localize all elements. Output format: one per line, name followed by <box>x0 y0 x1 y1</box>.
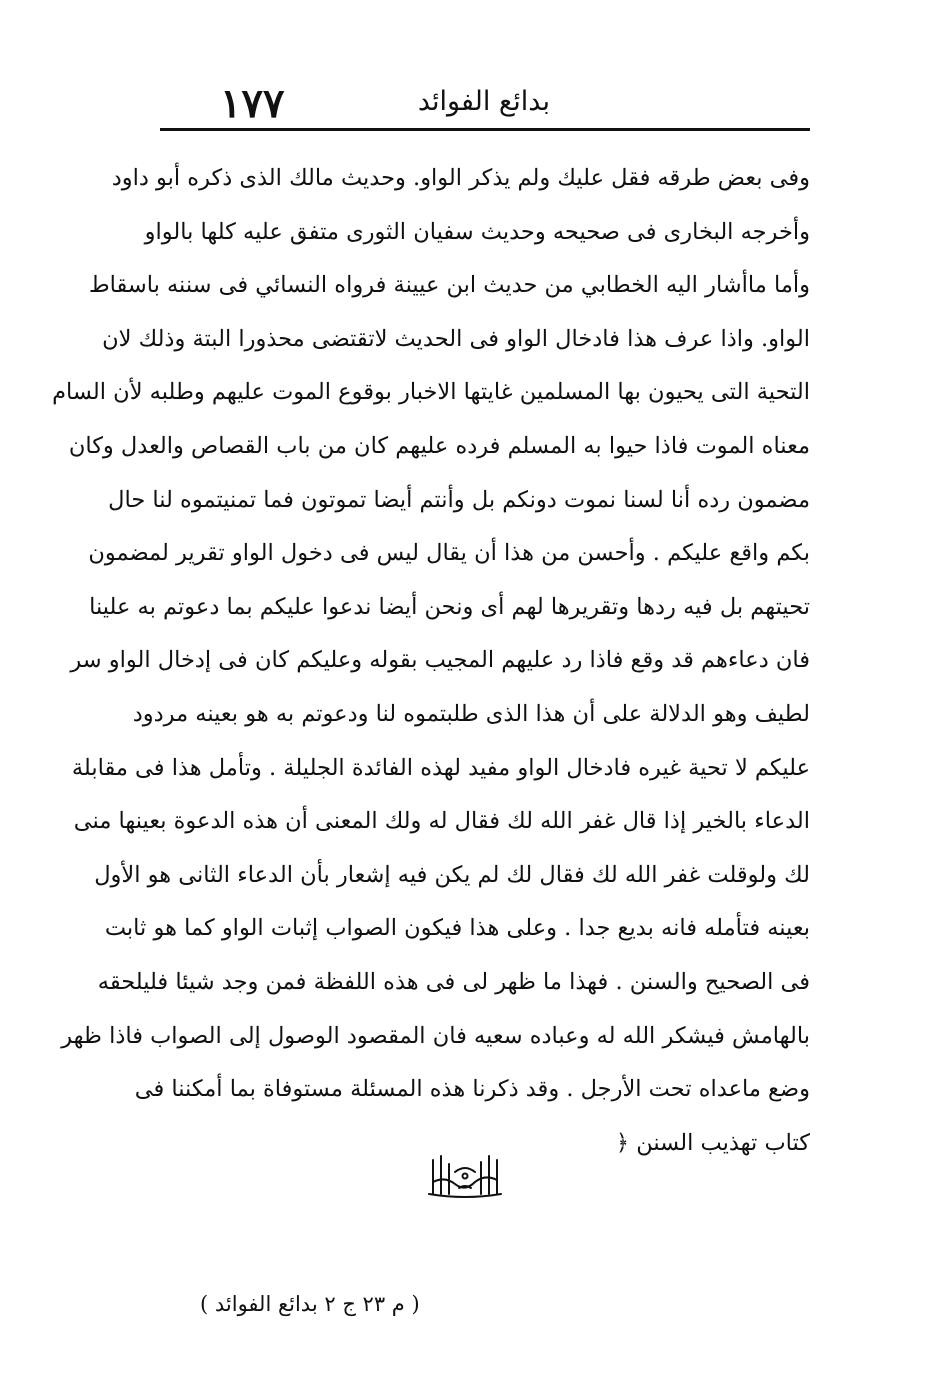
text-line-13: الدعاء بالخير إذا قال غفر الله لك فقال له ولك المعنى أن هذه الدعوة بعينها منى <box>73 808 810 835</box>
text-line-10: فان دعاءهم قد وقع فاذا رد عليهم المجيب بقوله وعليكم كان فى إدخال الواو سر <box>70 647 810 674</box>
text-line-15: بعينه فتأمله فانه بديع جدا . وعلى هذا فيكون الصواب إثبات الواو كما هو ثابت <box>104 915 810 942</box>
text-line-11: لطيف وهو الدلالة على أن هذا الذى طلبتموه لنا ودعوتم به هو بعينه مردود <box>132 700 810 727</box>
text-line-1: وفى بعض طرقه فقل عليك ولم يذكر الواو. وحديث مالك الذى ذكره أبو داود <box>111 165 810 191</box>
text-line-19: كتاب تهذيب السنن ﴿ <box>615 1129 810 1156</box>
page-number: ١٧٧ <box>220 80 285 127</box>
text-line-9: تحيتهم بل فيه ردها وتقريرها لهم أى ونحن أيضا ندعوا عليكم بما دعوتم به علينا <box>89 593 810 620</box>
text-line-7: مضمون رده أنا لسنا نموت دونكم بل وأنتم أيضا تموتون فما تمنيتموه لنا حال <box>108 486 810 513</box>
text-line-3: وأما ماأشار اليه الخطابي من حديث ابن عيينة فرواه النسائي فى سننه باسقاط <box>88 272 810 299</box>
header-rule <box>160 128 810 131</box>
text-line-12: عليكم لا تحية غيره فادخال الواو مفيد لهذه الفائدة الجليلة . وتأمل هذا فى مقابلة <box>71 754 810 781</box>
text-line-18: وضع ماعداه تحت الأرجل . وقد ذكرنا هذه المسئلة مستوفاة بما أمكننا فى <box>134 1076 810 1103</box>
body-text <box>52 152 810 1170</box>
footer-signature: ( م ٢٣ ج ٢ بدائع الفوائد ) <box>200 1292 420 1316</box>
text-line-8: بكم واقع عليكم . وأحسن من هذا أن يقال ليس فى دخول الواو تقرير لمضمون <box>88 540 810 567</box>
text-line-17: بالهامش فيشكر الله له وعباده سعيه فان المقصود الوصول إلى الصواب فاذا ظهر <box>61 1022 810 1049</box>
running-title: بدائع الفوائد <box>417 86 550 117</box>
text-line-2: وأخرجه البخارى فى صحيحه وحديث سفيان الثورى متفق عليه كلها بالواو <box>144 218 810 245</box>
text-line-16: فى الصحيح والسنن . فهذا ما ظهر لى فى هذه اللفظة فمن وجد شيئا فليلحقه <box>97 968 810 995</box>
text-line-4: الواو. واذا عرف هذا فادخال الواو فى الحديث لاتقتضى محذورا البتة وذلك لان <box>102 325 810 352</box>
calligraphic-ornament-icon <box>425 1150 505 1200</box>
text-line-14: لك ولوقلت غفر الله لك فقال لك لم يكن فيه إشعار بأن الدعاء الثانى هو الأول <box>94 861 810 888</box>
text-line-5: التحية التى يحيون بها المسلمين غايتها الاخبار بوقوع الموت عليهم وطلبه لأن السام <box>52 379 810 406</box>
text-line-6: معناه الموت فاذا حيوا به المسلم فرده عليهم كان من باب القصاص والعدل وكان <box>68 432 810 459</box>
page-header <box>160 78 810 128</box>
